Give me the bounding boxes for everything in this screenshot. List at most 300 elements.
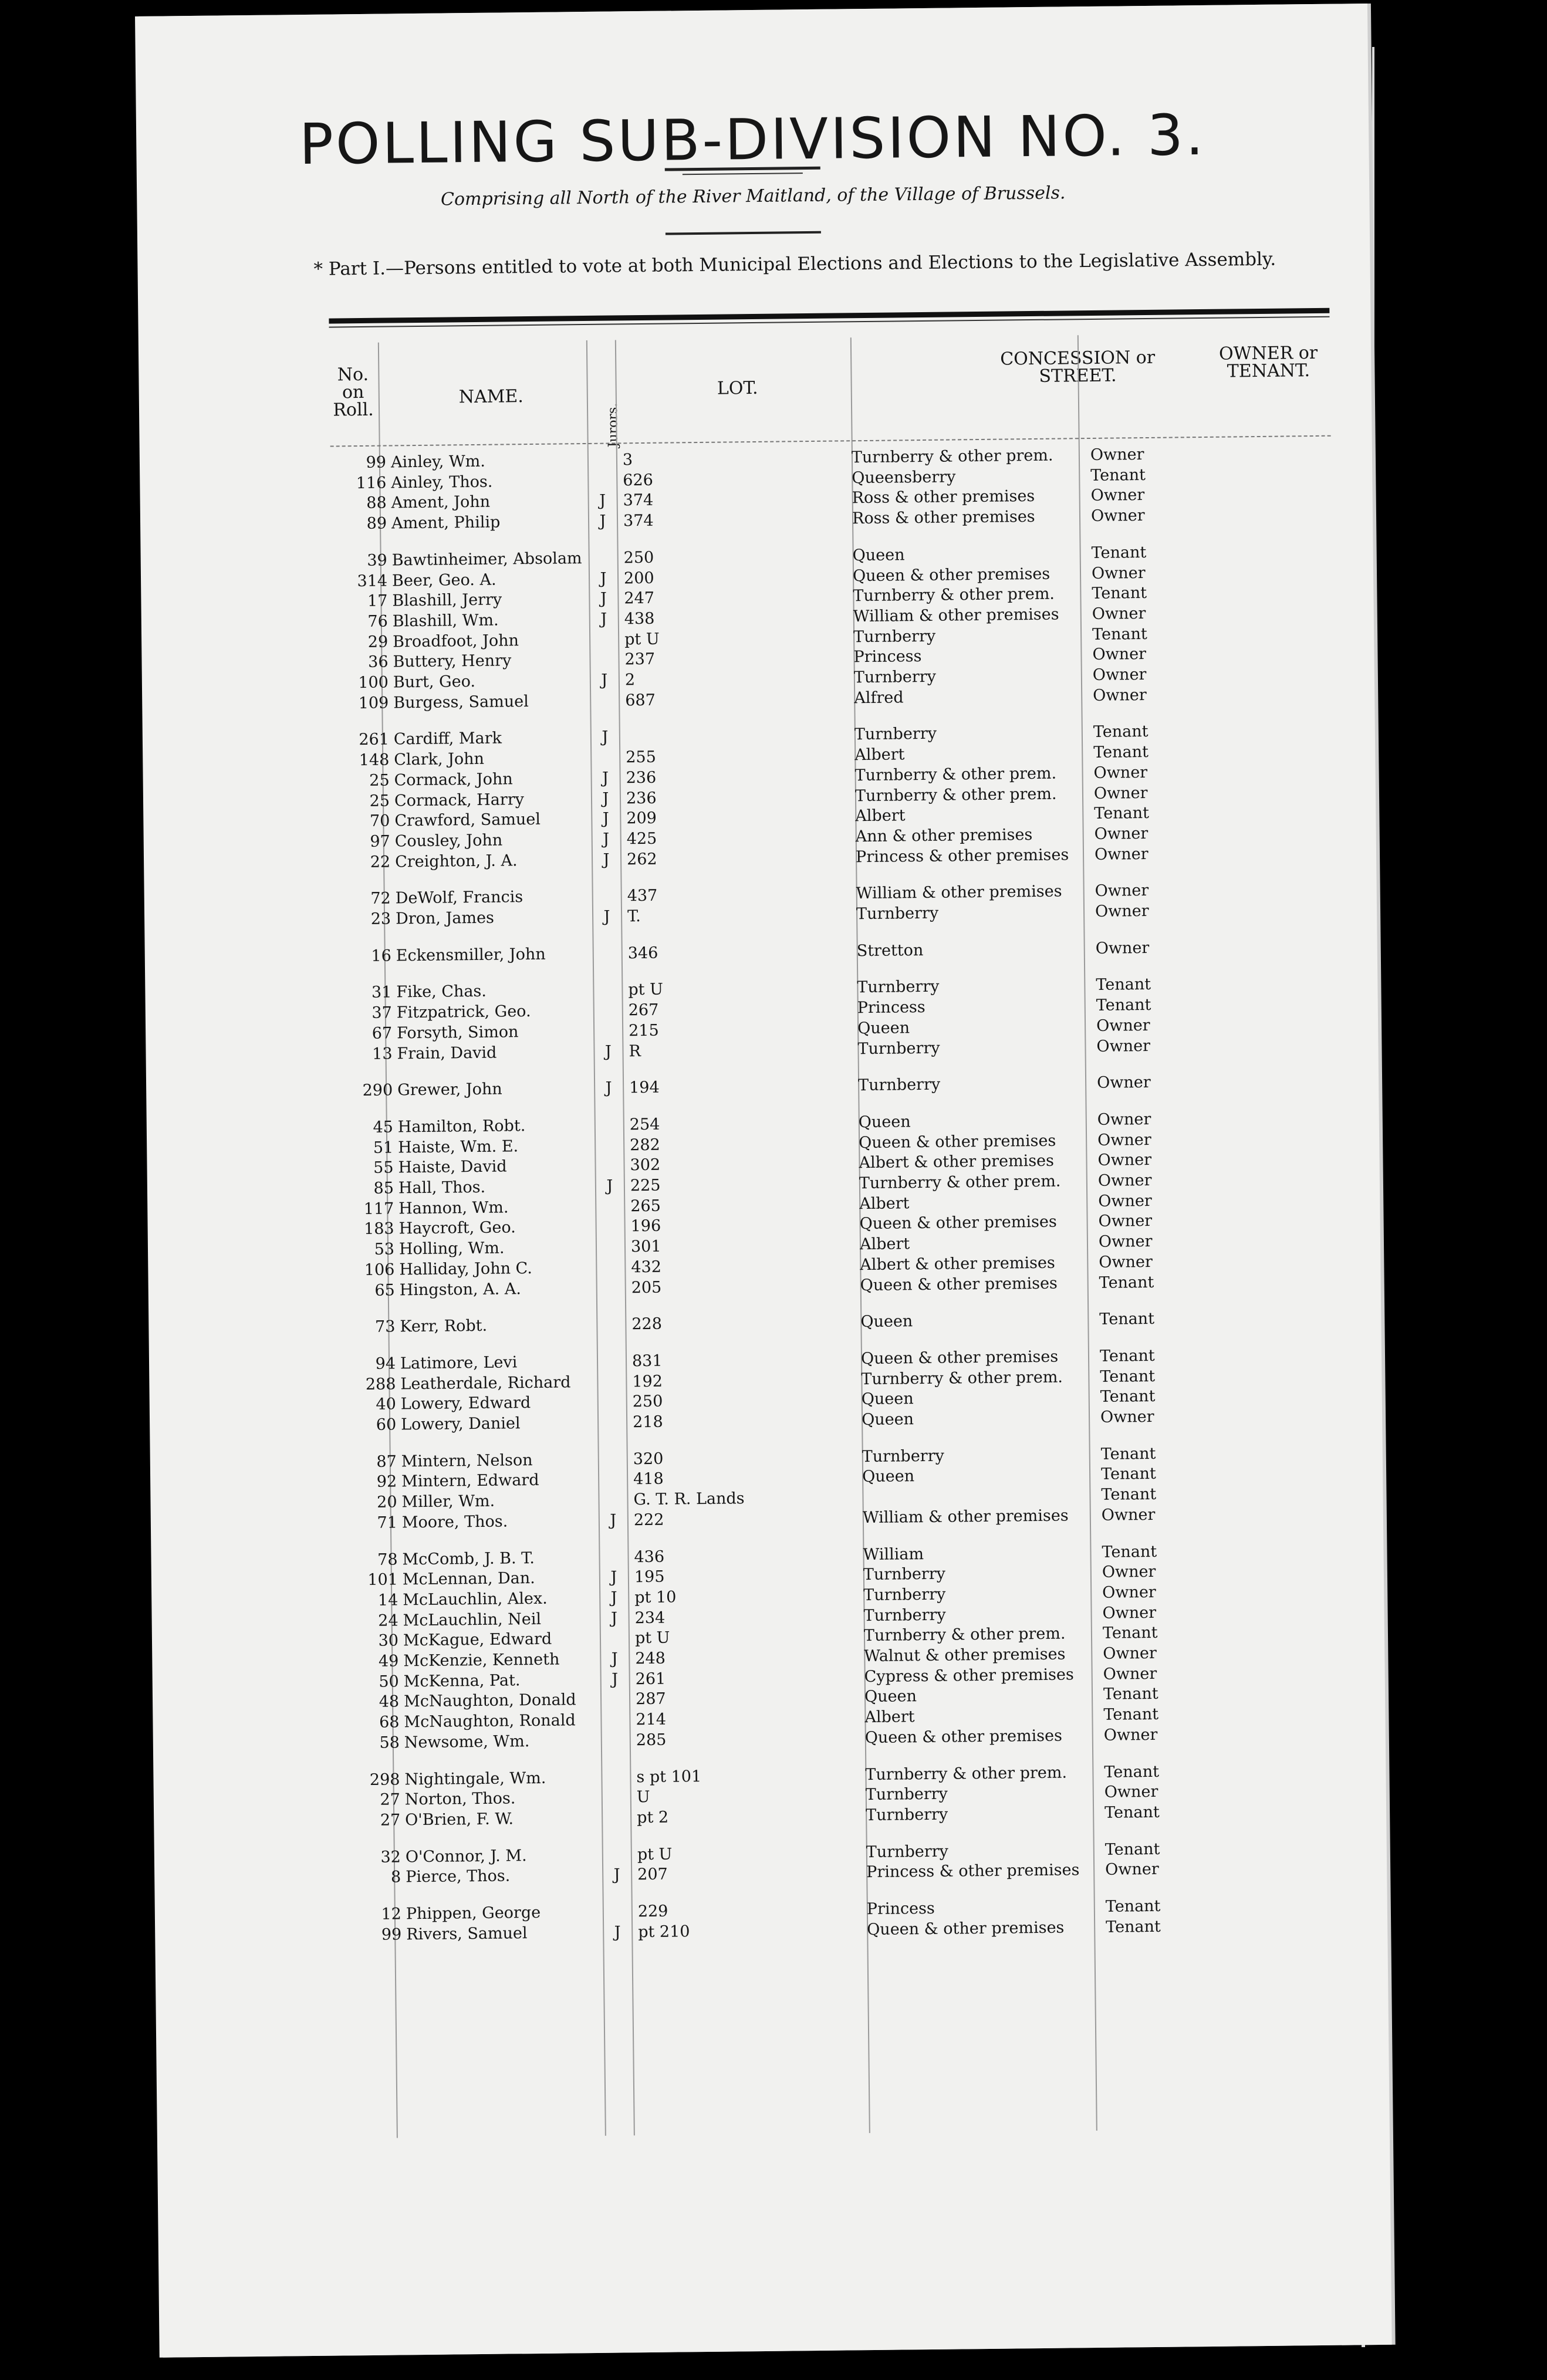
lot-number: pt 210 <box>638 1922 690 1941</box>
owner-tenant-status: Owner <box>1100 1407 1154 1426</box>
concession-street: Queen & other premises <box>860 1347 1059 1368</box>
lot-number: 302 <box>630 1156 661 1175</box>
owner-tenant-status: Tenant <box>1099 1310 1155 1329</box>
concession-street: Queen <box>852 546 905 565</box>
voter-name: Phippen, George <box>406 1903 541 1923</box>
voter-name: McLauchlin, Neil <box>403 1610 542 1630</box>
concession-street: Turnberry & other prem. <box>865 1763 1068 1784</box>
voter-name: McNaughton, Ronald <box>404 1711 576 1732</box>
roll-number: 49 <box>378 1652 399 1671</box>
owner-tenant-status: Owner <box>1096 1073 1151 1093</box>
owner-tenant-status: Tenant <box>1103 1705 1159 1724</box>
lot-number: T. <box>627 907 641 926</box>
owner-tenant-status: Tenant <box>1093 743 1149 762</box>
concession-street: Queen <box>861 1410 914 1429</box>
concession-street: Stretton <box>856 941 924 960</box>
concession-street: Albert & other premises <box>859 1152 1055 1172</box>
voter-name: Crawford, Samuel <box>394 810 541 830</box>
voter-name: Moore, Thos. <box>401 1512 508 1532</box>
roll-number: 92 <box>376 1472 397 1492</box>
concession-street: Walnut & other premises <box>864 1645 1066 1666</box>
roll-number: 17 <box>367 591 388 611</box>
voter-name: Forsyth, Simon <box>397 1023 519 1043</box>
col-header-no: No. on Roll. <box>333 364 374 421</box>
roll-number: 36 <box>368 653 389 672</box>
voter-name: Blashill, Jerry <box>392 590 502 610</box>
roll-number: 73 <box>374 1317 396 1337</box>
lot-number: 225 <box>630 1176 661 1195</box>
roll-number: 24 <box>378 1611 398 1630</box>
concession-street: Queen & other premises <box>859 1131 1056 1152</box>
voter-name: McKenna, Pat. <box>403 1671 521 1691</box>
owner-tenant-status: Owner <box>1098 1191 1152 1211</box>
owner-tenant-status: Owner <box>1097 1130 1151 1150</box>
concession-street: Queen & other premises <box>867 1918 1065 1939</box>
owner-tenant-status: Owner <box>1093 763 1148 782</box>
concession-street: Turnberry <box>866 1842 949 1861</box>
concession-street: Princess & other premises <box>855 846 1069 866</box>
roll-number: 97 <box>370 832 390 851</box>
voter-name: Ament, Philip <box>391 513 501 533</box>
roll-number: 16 <box>371 946 391 965</box>
juror-mark: J <box>602 769 609 787</box>
roll-number: 89 <box>366 514 387 533</box>
juror-mark: J <box>612 1670 619 1689</box>
roll-number: 314 <box>357 572 388 590</box>
lot-number: 687 <box>625 691 656 710</box>
juror-mark: J <box>610 1511 617 1530</box>
roll-number: 288 <box>365 1375 396 1394</box>
owner-tenant-status: Tenant <box>1092 624 1147 644</box>
owner-tenant-status: Owner <box>1096 1036 1151 1056</box>
owner-tenant-status: Tenant <box>1096 996 1151 1015</box>
subtitle: Comprising all North of the River Maitland, of the Village of Brussels. <box>440 182 1066 210</box>
owner-tenant-status: Owner <box>1092 604 1146 623</box>
voter-name: Fitzpatrick, Geo. <box>396 1002 531 1022</box>
voter-name: Haycroft, Geo. <box>398 1218 516 1238</box>
lot-number: 236 <box>626 789 657 807</box>
owner-tenant-status: Owner <box>1092 665 1147 684</box>
lot-number: G. T. R. Lands <box>633 1489 745 1509</box>
owner-tenant-status: Tenant <box>1104 1803 1160 1822</box>
lot-number: 236 <box>626 768 657 787</box>
roll-number: 8 <box>390 1868 401 1887</box>
lot-number: 214 <box>636 1710 667 1729</box>
voter-name: Grewer, John <box>397 1080 502 1100</box>
voter-name: Cormack, John <box>394 770 513 790</box>
concession-street: Turnberry & other prem. <box>861 1368 1063 1388</box>
owner-tenant-status: Owner <box>1095 881 1149 901</box>
lot-number: 250 <box>632 1392 663 1411</box>
concession-street: Albert <box>855 806 906 826</box>
lot-number: 228 <box>631 1314 663 1334</box>
concession-street: Turnberry <box>857 978 940 997</box>
owner-tenant-status: Owner <box>1098 1212 1153 1231</box>
owner-tenant-status: Owner <box>1103 1664 1157 1683</box>
lot-number: pt 2 <box>637 1808 669 1827</box>
owner-tenant-status: Owner <box>1095 901 1149 921</box>
roll-number: 55 <box>373 1158 394 1178</box>
lot-number: 261 <box>635 1669 666 1688</box>
lot-number: 3 <box>622 451 633 469</box>
owner-tenant-status: Tenant <box>1101 1485 1157 1504</box>
concession-street: Ross & other premises <box>852 508 1035 528</box>
roll-number: 29 <box>367 633 389 651</box>
voter-name: Burt, Geo. <box>393 672 476 692</box>
concession-street: Cypress & other premises <box>864 1665 1074 1686</box>
owner-tenant-status: Owner <box>1102 1583 1156 1602</box>
owner-tenant-status: Owner <box>1105 1860 1159 1879</box>
juror-mark: J <box>600 569 607 588</box>
voter-name: Lowery, Daniel <box>400 1414 521 1434</box>
voter-name: Holling, Wm. <box>398 1239 505 1259</box>
owner-tenant-status: Tenant <box>1100 1367 1156 1386</box>
concession-street: Queen <box>858 1113 911 1132</box>
roll-number: 117 <box>363 1199 394 1218</box>
voter-name: Dron, James <box>395 908 495 928</box>
voter-name: Cormack, Harry <box>394 790 525 810</box>
voter-name: Eckensmiller, John <box>396 945 546 965</box>
juror-mark: J <box>603 907 610 926</box>
roll-number: 27 <box>380 1811 401 1830</box>
lot-number: 262 <box>626 850 657 868</box>
owner-tenant-status: Tenant <box>1096 975 1151 995</box>
voter-name: Leatherdale, Richard <box>400 1372 571 1393</box>
owner-tenant-status: Tenant <box>1104 1762 1160 1781</box>
owner-tenant-status: Tenant <box>1105 1896 1161 1916</box>
voter-name: Burgess, Samuel <box>393 692 529 712</box>
lot-number: 196 <box>630 1217 661 1236</box>
voter-name: Cardiff, Mark <box>393 729 502 749</box>
concession-street: Turnberry <box>866 1805 948 1825</box>
voter-name: Hall, Thos. <box>398 1178 486 1198</box>
lot-number: 301 <box>630 1237 661 1256</box>
owner-tenant-status: Tenant <box>1091 543 1147 562</box>
roll-number: 25 <box>369 771 390 790</box>
lot-number: pt U <box>628 981 664 999</box>
lot-number: 192 <box>632 1372 663 1391</box>
juror-mark: J <box>606 1177 613 1195</box>
lot-number: 250 <box>623 548 654 567</box>
owner-tenant-status: Owner <box>1094 844 1149 864</box>
juror-mark: J <box>602 809 609 828</box>
lot-number: 436 <box>634 1547 665 1566</box>
concession-street: Turnberry & other prem. <box>853 584 1055 606</box>
lot-number: pt U <box>624 630 660 648</box>
owner-tenant-status: Owner <box>1092 645 1147 664</box>
concession-street: Queen <box>860 1312 913 1331</box>
concession-street: Turnberry & other prem. <box>854 785 1057 805</box>
roll-number: 14 <box>377 1591 398 1610</box>
roll-number: 101 <box>367 1570 398 1590</box>
voter-name: Cousley, John <box>394 831 503 851</box>
concession-street: Turnberry & other prem. <box>851 446 1053 467</box>
roll-number: 65 <box>374 1280 395 1300</box>
col-header-name: NAME. <box>458 386 524 408</box>
owner-tenant-status: Owner <box>1093 783 1148 803</box>
table-row <box>148 1307 1352 1340</box>
concession-street: Albert <box>859 1194 910 1213</box>
col-header-owner: OWNER or TENANT. <box>1218 342 1318 382</box>
roll-number: 298 <box>369 1770 400 1789</box>
roll-number: 30 <box>378 1631 399 1651</box>
table-row <box>145 936 1348 968</box>
juror-mark: J <box>614 1923 621 1942</box>
part-note: * Part I.—Persons entitled to vote at both Municipal Elections and Elections to the Legislative Assembly. <box>313 248 1276 280</box>
concession-street: Turnberry <box>857 1039 940 1058</box>
lot-number: 194 <box>629 1078 660 1097</box>
owner-tenant-status: Owner <box>1104 1783 1158 1802</box>
voter-name: Ainley, Wm. <box>390 452 486 472</box>
roll-number: 53 <box>374 1240 395 1259</box>
lot-number: 195 <box>634 1567 665 1587</box>
table-row <box>146 1071 1349 1103</box>
voter-name: Buttery, Henry <box>393 651 512 671</box>
lot-number: 626 <box>623 471 654 490</box>
lot-number: 265 <box>630 1196 661 1215</box>
owner-tenant-status: Tenant <box>1102 1542 1157 1561</box>
voter-name: Haiste, David <box>398 1157 507 1177</box>
concession-street: Turnberry <box>857 1075 941 1095</box>
roll-number: 99 <box>366 453 387 472</box>
roll-number: 50 <box>379 1672 399 1691</box>
concession-street: Turnberry & other prem. <box>854 764 1057 785</box>
roll-number: 37 <box>371 1003 392 1022</box>
roll-number: 68 <box>379 1713 400 1732</box>
roll-number: 20 <box>377 1493 397 1512</box>
roll-number: 94 <box>375 1354 396 1373</box>
owner-tenant-status: Tenant <box>1102 1624 1158 1643</box>
concession-street: Turnberry <box>853 667 937 687</box>
lot-number: 200 <box>623 569 654 587</box>
voter-name: Beer, Geo. A. <box>391 570 496 590</box>
lot-number: 229 <box>637 1902 668 1921</box>
lot-number: 374 <box>623 511 654 530</box>
voter-name: Newsome, Wm. <box>404 1732 530 1752</box>
voter-name: DeWolf, Francis <box>395 888 523 908</box>
lot-number: 425 <box>626 829 657 848</box>
owner-tenant-status: Owner <box>1095 938 1150 958</box>
concession-street: Turnberry <box>854 725 937 744</box>
concession-street: Queen <box>864 1687 917 1706</box>
concession-street: Turnberry <box>863 1585 946 1605</box>
lot-number: 248 <box>635 1649 666 1668</box>
roll-number: 78 <box>377 1550 398 1569</box>
voter-name: O'Brien, F. W. <box>405 1810 514 1830</box>
roll-number: 109 <box>358 694 389 712</box>
owner-tenant-status: Tenant <box>1103 1685 1158 1704</box>
lot-number: s pt 101 <box>636 1767 702 1786</box>
lot-number: 215 <box>628 1021 659 1040</box>
juror-mark: J <box>610 1588 617 1607</box>
lot-number: 207 <box>637 1865 668 1884</box>
voter-name: Bawtinheimer, Absolam <box>391 549 582 570</box>
juror-mark: J <box>601 671 608 689</box>
col-header-concession: CONCESSION or STREET. <box>1000 347 1156 387</box>
owner-tenant-status: Owner <box>1099 1252 1153 1272</box>
owner-tenant-status: Owner <box>1090 486 1145 505</box>
lot-number: 282 <box>630 1135 660 1154</box>
voter-name: Mintern, Nelson <box>401 1451 533 1471</box>
roll-number: 183 <box>363 1219 394 1239</box>
owner-tenant-status: Tenant <box>1100 1444 1156 1463</box>
juror-mark: J <box>611 1649 618 1668</box>
roll-number: 22 <box>370 853 391 871</box>
lot-number: 287 <box>635 1690 666 1709</box>
concession-street: Queensberry <box>852 468 956 487</box>
owner-tenant-status: Tenant <box>1092 584 1147 603</box>
lot-number: 267 <box>628 1000 659 1020</box>
voter-name: Pierce, Thos. <box>406 1867 511 1887</box>
juror-mark: J <box>613 1865 620 1884</box>
concession-street: Princess <box>853 647 922 667</box>
voter-name: Ainley, Thos. <box>391 472 493 492</box>
voter-name: Clark, John <box>394 749 485 769</box>
voter-name: Haiste, Wm. E. <box>398 1137 519 1157</box>
lot-number: 374 <box>623 491 654 510</box>
voter-name: Halliday, John C. <box>399 1259 533 1279</box>
lot-number: pt 10 <box>634 1588 677 1607</box>
voter-name: McLauchlin, Alex. <box>403 1589 548 1610</box>
lot-number: 438 <box>624 609 655 628</box>
concession-street: William & other premises <box>856 882 1062 903</box>
voter-name: Ament, John <box>391 493 491 512</box>
lot-number: 237 <box>624 650 656 669</box>
roll-number: 40 <box>376 1395 396 1414</box>
roll-number: 58 <box>379 1733 400 1752</box>
owner-tenant-status: Tenant <box>1090 465 1146 485</box>
juror-mark: J <box>599 512 606 530</box>
owner-tenant-status: Tenant <box>1100 1387 1156 1407</box>
juror-mark: J <box>602 728 609 747</box>
owner-tenant-status: Tenant <box>1094 804 1150 823</box>
lot-number: pt U <box>637 1845 673 1864</box>
concession-street: Albert <box>864 1708 915 1727</box>
lot-number: 234 <box>634 1608 666 1627</box>
roll-number: 71 <box>377 1513 398 1532</box>
roll-number: 87 <box>376 1452 397 1471</box>
concession-street: Queen <box>862 1467 915 1486</box>
col-header-jurors: Jurors. <box>605 403 621 448</box>
lot-number: pt U <box>634 1628 670 1648</box>
concession-street: Queen <box>861 1390 914 1409</box>
owner-tenant-status: Tenant <box>1099 1346 1155 1365</box>
roll-number: 27 <box>380 1790 401 1809</box>
document-page <box>135 4 1392 2358</box>
roll-number: 99 <box>381 1925 402 1944</box>
owner-tenant-status: Owner <box>1094 824 1149 843</box>
owner-tenant-status: Owner <box>1091 563 1146 583</box>
owner-tenant-status: Tenant <box>1104 1840 1160 1859</box>
voter-name: Norton, Thos. <box>404 1789 516 1809</box>
owner-tenant-status: Owner <box>1101 1505 1156 1524</box>
owner-tenant-status: Owner <box>1096 1016 1150 1035</box>
voter-name: Blashill, Wm. <box>392 611 499 631</box>
juror-mark: J <box>603 850 610 869</box>
voter-name: Fike, Chas. <box>396 982 487 1002</box>
owner-tenant-status: Tenant <box>1099 1273 1154 1292</box>
col-header-lot: LOT. <box>717 377 758 399</box>
concession-street: Turnberry <box>856 904 939 924</box>
owner-tenant-status: Owner <box>1090 506 1145 526</box>
voter-name: McComb, J. B. T. <box>402 1549 535 1568</box>
voter-name: Broadfoot, John <box>393 631 519 651</box>
concession-street: Turnberry <box>863 1605 946 1625</box>
roll-number: 60 <box>376 1415 397 1434</box>
roll-number: 13 <box>372 1044 393 1063</box>
concession-street: Queen & other premises <box>859 1213 1057 1233</box>
voter-name: Miller, Wm. <box>401 1492 495 1512</box>
roll-number: 67 <box>371 1024 393 1043</box>
lot-number: R <box>629 1042 641 1060</box>
concession-street: Alfred <box>854 688 904 707</box>
owner-tenant-status: Owner <box>1102 1563 1156 1582</box>
concession-street: Princess & other premises <box>866 1861 1080 1882</box>
lot-number: 247 <box>624 589 655 608</box>
juror-mark: J <box>611 1609 618 1628</box>
lot-number: 209 <box>626 809 657 828</box>
owner-tenant-status: Tenant <box>1100 1465 1156 1484</box>
concession-street: Turnberry & other prem. <box>859 1172 1061 1193</box>
owner-tenant-status: Owner <box>1097 1151 1152 1170</box>
voter-name: Hannon, Wm. <box>398 1198 509 1218</box>
concession-street: William & other premises <box>853 605 1059 626</box>
roll-number: 45 <box>373 1118 394 1137</box>
concession-street: Princess <box>857 998 926 1017</box>
voter-name: Latimore, Levi <box>400 1353 518 1373</box>
roll-number: 116 <box>356 474 387 492</box>
lot-number: 222 <box>633 1510 664 1530</box>
owner-tenant-status: Owner <box>1103 1725 1158 1745</box>
juror-mark: J <box>599 492 606 511</box>
concession-street: Ross & other premises <box>852 487 1035 508</box>
page-title: POLLING SUB-DIVISION NO. 3. <box>299 102 1207 178</box>
lot-number: 320 <box>633 1449 664 1468</box>
lot-number: 285 <box>636 1730 667 1750</box>
concession-street: Albert <box>854 745 905 765</box>
concession-street: Queen & other premises <box>852 564 1051 585</box>
lot-number: 346 <box>627 944 658 962</box>
voter-name: Hingston, A. A. <box>399 1279 522 1299</box>
concession-street: Princess <box>866 1899 935 1919</box>
owner-tenant-status: Tenant <box>1106 1917 1161 1936</box>
roll-number: 23 <box>370 910 391 928</box>
roll-number: 261 <box>359 730 390 749</box>
owner-tenant-status: Owner <box>1102 1603 1157 1622</box>
roll-number: 51 <box>373 1138 394 1157</box>
concession-street: William & other premises <box>862 1506 1069 1527</box>
voter-name: Creighton, J. A. <box>394 851 518 871</box>
concession-street: Albert & other premises <box>860 1253 1055 1274</box>
voter-name: McLennan, Dan. <box>402 1569 535 1589</box>
roll-number: 88 <box>366 493 387 513</box>
owner-tenant-status: Owner <box>1097 1171 1152 1190</box>
owner-tenant-status: Owner <box>1093 685 1147 705</box>
roll-number: 31 <box>371 983 392 1002</box>
owner-tenant-status: Owner <box>1097 1110 1151 1129</box>
voter-name: Lowery, Edward <box>400 1394 531 1414</box>
voter-name: McKenzie, Kenneth <box>403 1650 560 1671</box>
lot-number: 255 <box>626 748 656 767</box>
juror-mark: J <box>604 1042 612 1061</box>
juror-mark: J <box>600 610 607 628</box>
voter-name: McKague, Edward <box>403 1630 552 1650</box>
voter-name: Frain, David <box>397 1043 497 1063</box>
owner-tenant-status: Owner <box>1090 445 1144 464</box>
juror-mark: J <box>600 589 607 608</box>
voter-name: O'Connor, J. M. <box>405 1846 527 1866</box>
concession-street: Queen & other premises <box>864 1726 1063 1747</box>
